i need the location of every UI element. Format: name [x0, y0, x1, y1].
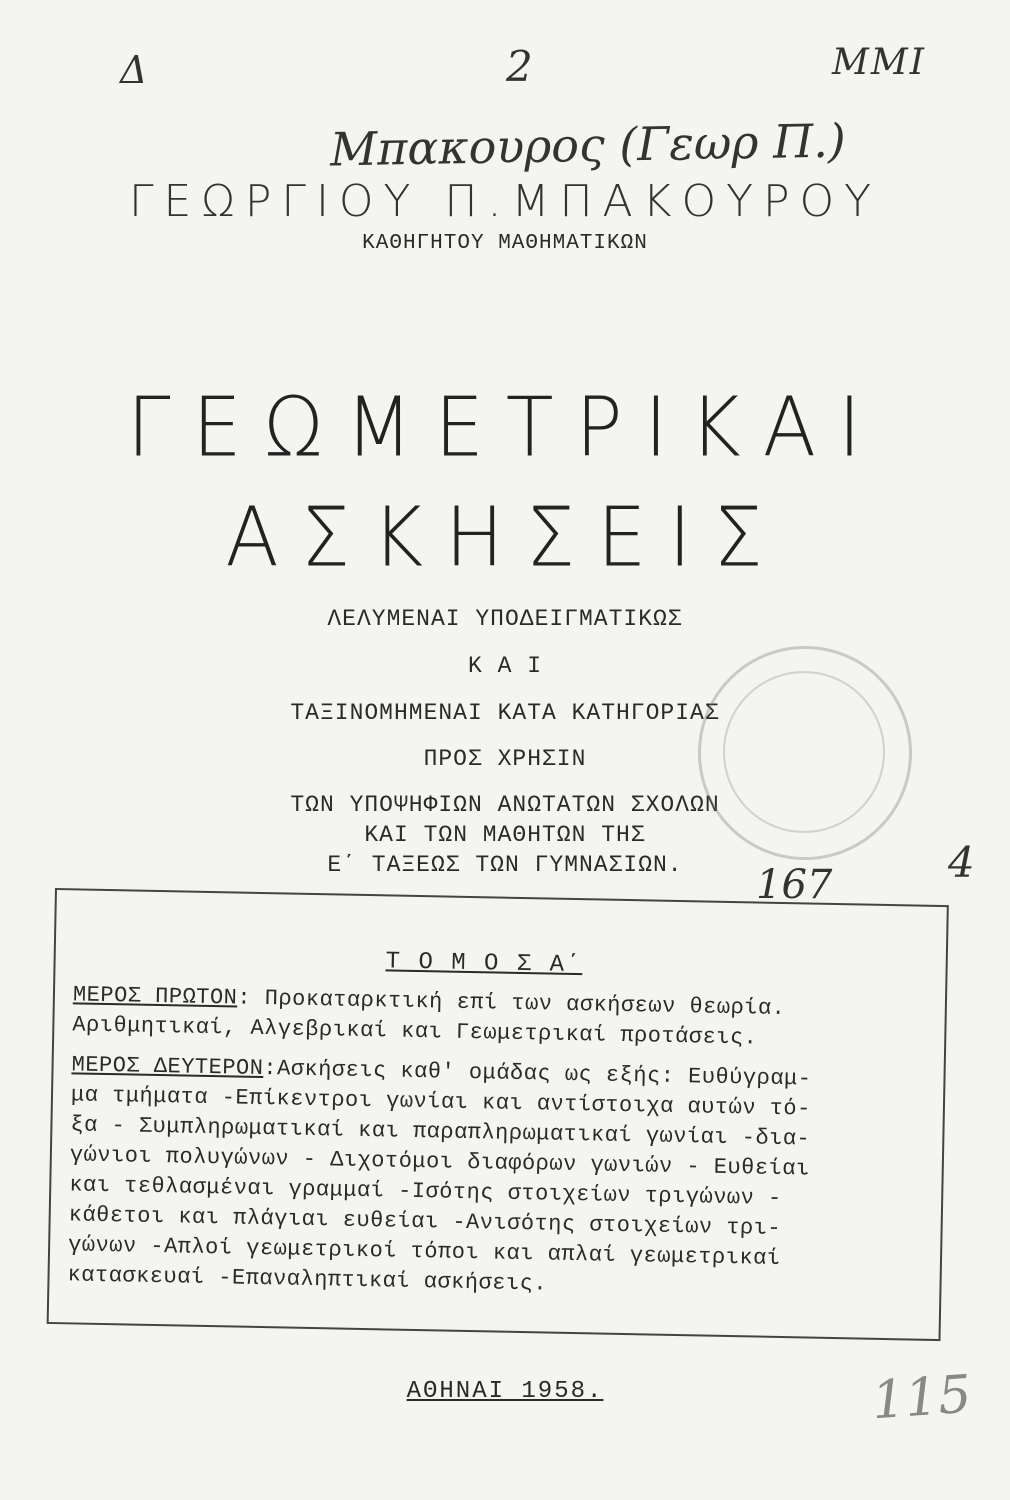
author-title: ΚΑΘΗΓΗΤΟΥ ΜΑΘΗΜΑΤΙΚΩΝ — [362, 232, 648, 255]
part-two-text: ξα - Συμπληρωματικαί και παραπληρωματικαί γωνίαι -δια- — [70, 1112, 811, 1152]
author-name: ΓΕΩΡΓΙΟΥ Π.ΜΠΑΚΟΥΡΟΥ — [128, 176, 882, 227]
part-two-text: και τεθλασμέναι γραμμαί -Ισότης στοιχείων τριγώνων - — [69, 1172, 782, 1212]
subtitle-line: ΤΑΞΙΝΟΜΗΜΕΝΑΙ ΚΑΤΑ ΚΑΤΗΓΟΡΙΑΣ — [290, 700, 720, 726]
handwritten-bottom-number: 115 — [870, 1364, 974, 1432]
subtitle-line: Ε΄ ΤΑΞΕΩΣ ΤΩΝ ΓΥΜΝΑΣΙΩΝ. — [327, 852, 683, 878]
volume-heading: Τ Ο Μ Ο Σ Α΄ — [385, 948, 583, 980]
subtitle-line: ΛΕΛΥΜΕΝΑΙ ΥΠΟΔΕΙΓΜΑΤΙΚΩΣ — [327, 606, 683, 632]
place-and-date: ΑΘΗΝΑΙ 1958. — [406, 1378, 604, 1405]
part-two-text: γώνιοι πολυγώνων - Διχοτόμοι διαφόρων γωνιών - Ευθείαι — [69, 1142, 810, 1182]
subtitle-line: ΠΡΟΣ ΧΡΗΣΙΝ — [423, 746, 587, 772]
contents-box — [47, 888, 949, 1341]
main-title-line-1: ΓΕΩΜΕΤΡΙΚΑΙ — [126, 380, 884, 476]
subtitle-line: ΚΑΙ ΤΩΝ ΜΑΘΗΤΩΝ ΤΗΣ — [364, 822, 646, 848]
part-two-text: μα τμήματα -Επίκεντροι γωνίαι και αντίστοιχα αυτών τό- — [70, 1082, 812, 1122]
handwritten-shelf-mark: Δ — [120, 48, 148, 92]
part-two-text: κατασκευαί -Επαναληπτικαί ασκήσεις. — [67, 1262, 548, 1297]
main-title-line-2: ΑΣΚΗΣΕΙΣ — [225, 490, 785, 586]
handwritten-code: ΜΜΙ — [832, 42, 926, 83]
handwritten-catalog-number: 167 — [756, 862, 833, 908]
part-two-text: :Ασκήσεις καθ' ομάδας ως εξής: Ευθύγραμ- — [263, 1056, 812, 1092]
handwritten-margin-number: 4 — [948, 838, 975, 887]
subtitle-line: Κ Α Ι — [467, 653, 542, 679]
library-stamp — [698, 646, 912, 860]
part-one-text: Αριθμητικαί, Αλγεβρικαί και Γεωμετρικαί προτάσεις. — [72, 1012, 758, 1051]
part-two-label: ΜΕΡΟΣ ΔΕΥΤΕΡΟΝ — [71, 1052, 264, 1082]
part-two-text: γώνων -Απλοί γεωμετρικοί τόποι και απλαί γεωμετρικαί — [67, 1232, 781, 1271]
part-one-label: ΜΕΡΟΣ ΠΡΩΤΟΝ — [72, 982, 238, 1011]
handwritten-author-note: Μπακουρος (Γεωρ Π.) — [329, 113, 847, 177]
subtitle-line: ΤΩΝ ΥΠΟΨΗΦΙΩΝ ΑΝΩΤΑΤΩΝ ΣΧΟΛΩΝ — [290, 792, 720, 818]
part-one-text: : Προκαταρκτική επί των ασκήσεων θεωρία. — [237, 985, 786, 1022]
part-two-text: κάθετοι και πλάγιαι ευθείαι -Ανισότης στοιχείων τρι- — [68, 1202, 782, 1241]
handwritten-page-number: 2 — [506, 42, 533, 91]
